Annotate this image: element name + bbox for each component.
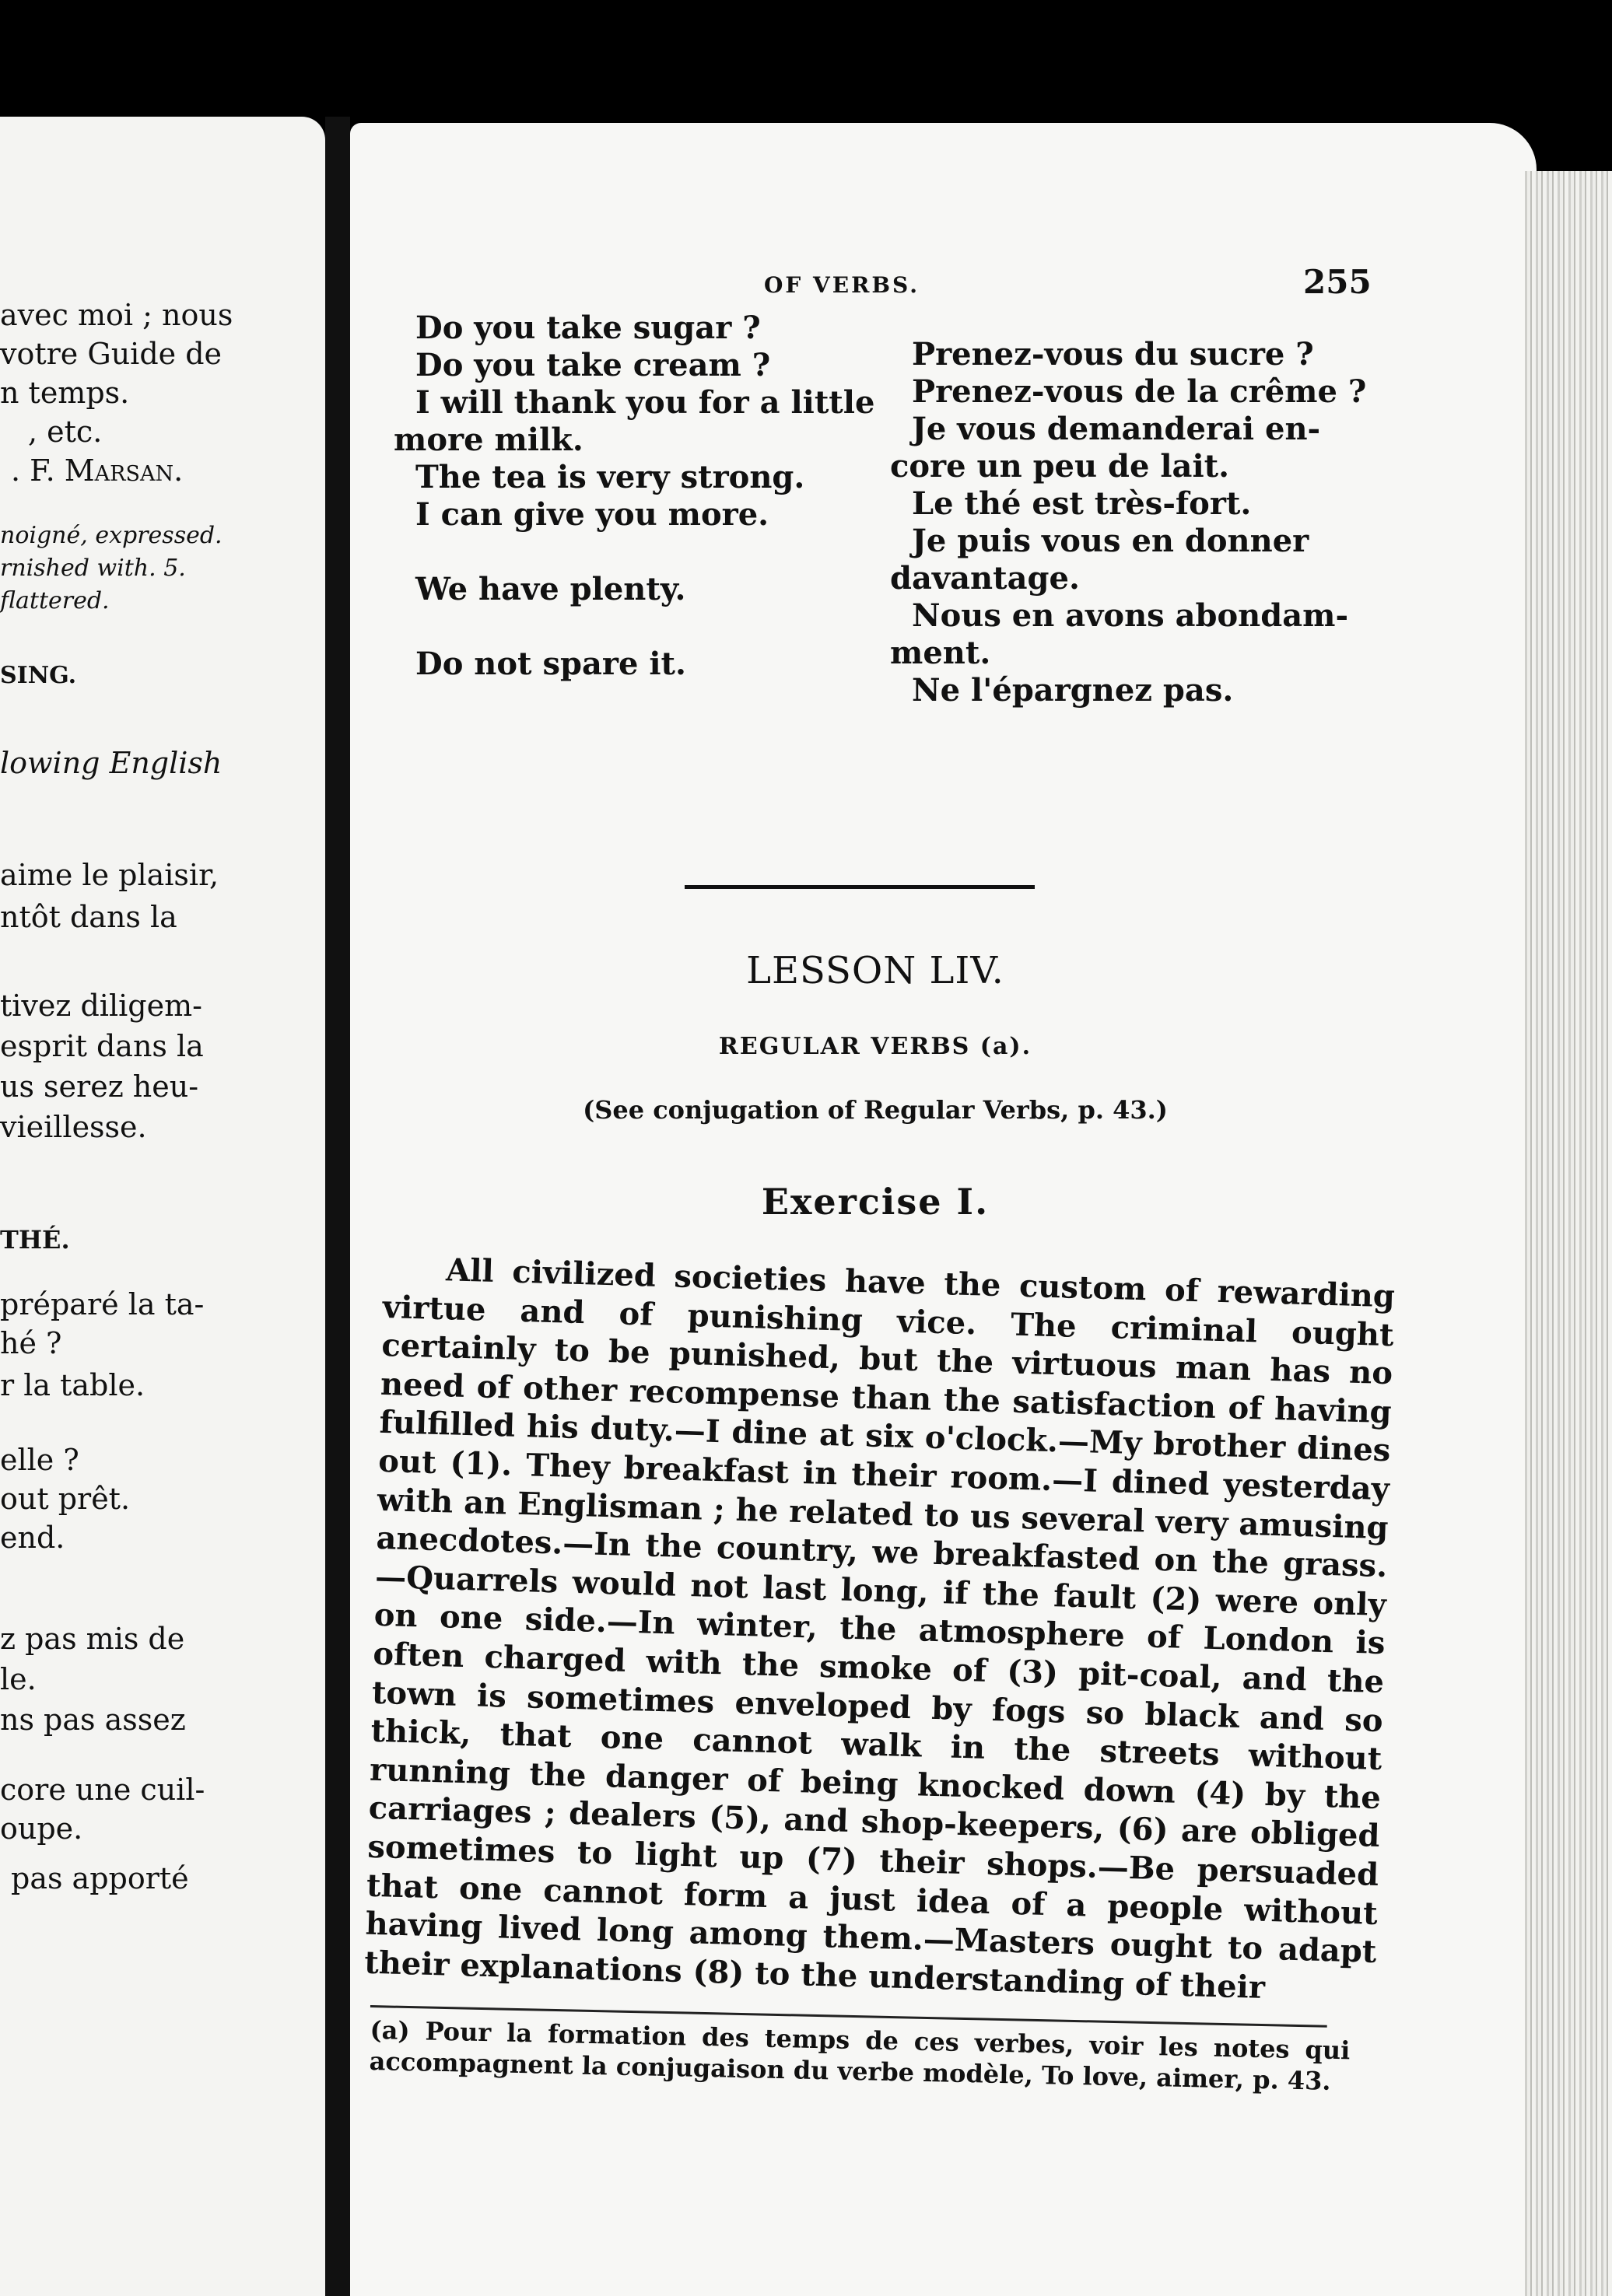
left-fragment: SING.: [0, 662, 77, 689]
running-head: OF VERBS.: [764, 272, 920, 298]
left-fragment: le.: [0, 1662, 37, 1696]
left-fragment: lowing English: [0, 746, 223, 780]
book-gutter: [325, 117, 350, 2296]
dialogue-line: Nous en avons abondam-: [912, 597, 1349, 634]
left-fragment: hé ?: [0, 1326, 62, 1360]
dialogue-line: Prenez-vous de la crême ?: [912, 373, 1367, 410]
dialogue-line: Do you take cream ?: [415, 347, 771, 383]
lesson-title: LESSON LIV.: [746, 949, 1004, 992]
left-fragment: elle ?: [0, 1443, 79, 1477]
left-fragment: avec moi ; nous: [0, 298, 233, 332]
exercise-text: [364, 1249, 1396, 2010]
dialogue-line: The tea is very strong.: [415, 459, 805, 495]
left-page: [0, 117, 325, 2296]
dialogue-line: Prenez-vous du sucre ?: [912, 336, 1314, 373]
lesson-subtitle: REGULAR VERBS (a).: [718, 1033, 1032, 1060]
left-fragment: oupe.: [0, 1811, 83, 1846]
dialogue-line: I will thank you for a little: [415, 384, 875, 421]
left-fragment: z pas mis de: [0, 1622, 185, 1656]
footnote: (a) Pour la formation des temps de ces verbes, voir les notes qui accompagnent la conjugaison du verbe modèle, To love, aimer, p. 43.: [369, 2014, 1351, 2096]
right-page: [350, 123, 1537, 2296]
exercise-paragraph: All civilized societies have the custom of rewarding virtue and of punishing vice. The criminal ought certainly to be punished, but the virtuous man has no need of other recompense than the satisfaction of having fulfilled his duty.—I dine at six o'clock.—My brother dines out (1). They breakfast in their room.—I dined yesterday with an Englisman ; he related to us several very amusing anecdotes.—In the country, we breakfasted on the grass.—Quarrels would not last long, if the fault (2) were only on one side.—In winter, the atmosphere of London is often charged with the smoke of (3) pit-coal, and the town is sometimes enveloped by fogs so black and so thick, that one cannot walk in the streets without running the danger of being knocked down (4) by the carriages ; dealers (5), and shop-keepers, (6) are obliged sometimes to light up (7) their shops.—Be persuaded that one cannot form a just idea of a people without having lived long among them.—Masters ought to adapt their explanations (8) to the understanding of their: [363, 1251, 1396, 2006]
left-fragment: vieillesse.: [0, 1110, 147, 1144]
dialogue-line: We have plenty.: [415, 571, 686, 607]
page-header: [350, 263, 1537, 310]
dialogue-gap: [415, 608, 851, 646]
dialogue-line: I can give you more.: [415, 496, 769, 533]
dialogue-gap: [415, 534, 851, 571]
left-fragment: pas apporté: [11, 1861, 189, 1895]
dialogue-line: Ne l'épargnez pas.: [912, 672, 1234, 709]
page-number: 255: [1303, 263, 1372, 301]
left-fragment: out prêt.: [0, 1482, 131, 1516]
left-fragment: préparé la ta-: [0, 1287, 205, 1321]
left-fragment: , etc.: [28, 415, 103, 449]
left-fragment: tivez diligem-: [0, 989, 202, 1023]
dialogue-line: Do not spare it.: [415, 646, 686, 682]
dialogue-english: [394, 310, 875, 683]
left-fragment: flattered.: [0, 587, 110, 614]
left-fragment: core une cuil-: [0, 1773, 205, 1807]
exercise-title: Exercise I.: [761, 1181, 990, 1223]
left-fragment: aime le plaisir,: [0, 858, 219, 892]
left-fragment: r la table.: [0, 1368, 145, 1402]
page-edge: [1525, 171, 1612, 2296]
left-fragment: ns pas assez: [0, 1703, 186, 1737]
dialogue-line: davantage.: [890, 560, 1080, 597]
left-fragment: THÉ.: [0, 1225, 70, 1255]
dialogue-line: ment.: [890, 635, 991, 671]
dialogue-line: Do you take sugar ?: [415, 310, 761, 346]
left-fragment: end.: [0, 1521, 65, 1555]
dialogue-french: [890, 336, 1379, 709]
left-fragment: us serez heu-: [0, 1069, 199, 1104]
dialogue-line: more milk.: [394, 422, 583, 458]
left-fragment: esprit dans la: [0, 1029, 204, 1063]
dialogue-line: Je puis vous en donner: [912, 523, 1309, 559]
left-fragment: votre Guide de: [0, 337, 223, 371]
see-note: (See conjugation of Regular Verbs, p. 43.): [583, 1095, 1168, 1125]
dialogue-line: Je vous demanderai en-: [912, 411, 1321, 447]
section-rule: [685, 885, 1035, 889]
dialogue-line: core un peu de lait.: [890, 448, 1230, 485]
left-fragment: rnished with. 5.: [0, 555, 186, 582]
left-fragment: noigné, expressed.: [0, 522, 223, 549]
left-fragment: n temps.: [0, 376, 130, 410]
left-fragment: ntôt dans la: [0, 900, 177, 934]
dialogue-line: Le thé est très-fort.: [912, 485, 1252, 522]
left-fragment: . F. Marsan.: [11, 453, 184, 488]
